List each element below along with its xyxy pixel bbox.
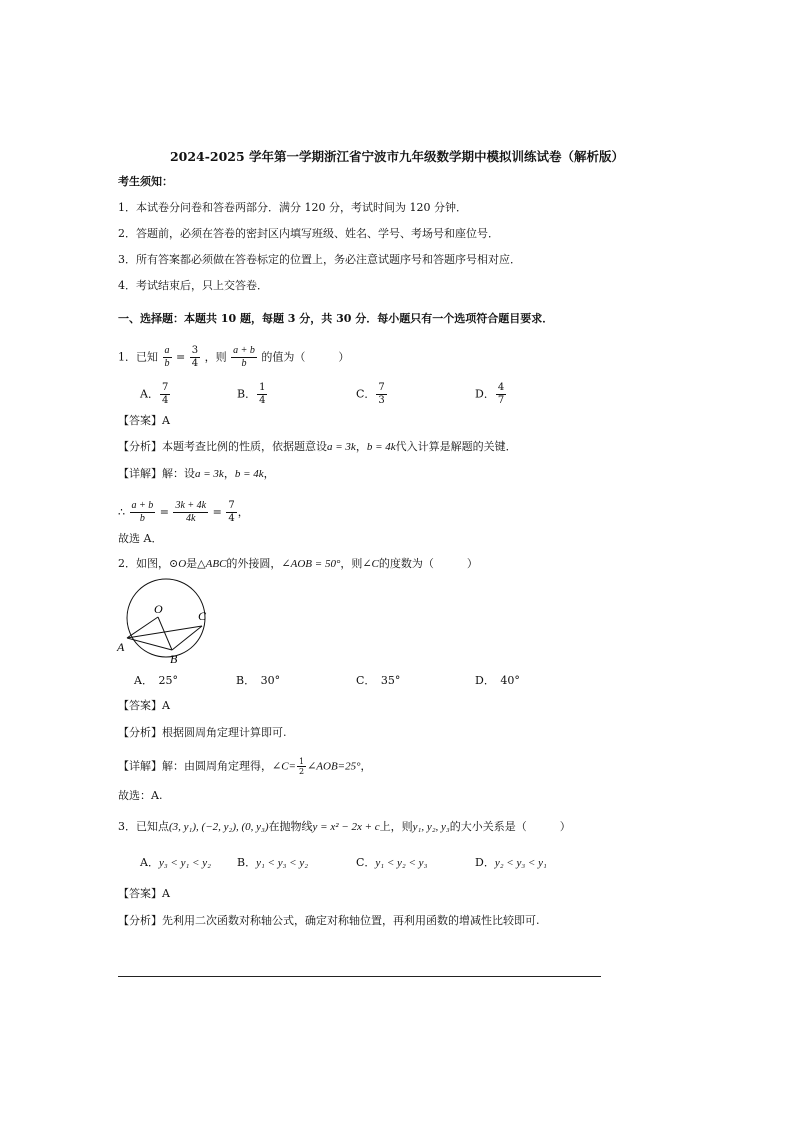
option-b: B．y₁ < y₃ < y₂ [237, 856, 309, 869]
notice-item: 4．考试结束后，只上交答卷． [118, 279, 268, 292]
detail-1: 【详解】解：设a = 3k，b = 4k， [118, 467, 275, 480]
option-a: A．y₃ < y₁ < y₂ [140, 856, 211, 869]
option-c: C．y₁ < y₂ < y₃ [356, 856, 428, 869]
question-3-stem: 3．已知点(3, y₁), (−2, y₂), (0, y₃)在抛物线y = x² − 2x + c上，则y₁, y₂, y₃的大小关系是（ ） [118, 820, 571, 833]
option-d: D． 40° [475, 674, 520, 687]
label-o: O [154, 602, 163, 616]
footer-divider [118, 976, 601, 977]
analysis-1: 【分析】本题考查比例的性质，依据题意设a = 3k，b = 4k代入计算是解题的关键． [118, 440, 517, 453]
option-a: A． 25° [134, 674, 178, 687]
detail-2: 【详解】解：由圆周角定理得，∠C= $\frac{1}{2}$ ∠AOB=25°， [118, 757, 372, 776]
analysis-2: 【分析】根据圆周角定理计算即可. [118, 726, 287, 739]
answer-1: 【答案】A [118, 414, 170, 427]
question-1-stem: 1．已知 $\frac{a}{b}$ = $\frac{3}{4}$ ，则 $\frac{a + b}{b}$ 的值为（ ） [118, 345, 350, 369]
option-d: D．y₂ < y₃ < y₁ [475, 856, 547, 869]
option-c: C． 35° [356, 674, 401, 687]
circle-figure [112, 574, 222, 674]
option-d: D． $\frac{4}{7}$ [475, 382, 505, 406]
option-a: A． $\frac{7}{4}$ [140, 382, 169, 406]
page-title: 2024-2025 学年第一学期浙江省宁波市九年级数学期中模拟训练试卷（解析版） [169, 149, 625, 164]
label-a: A [117, 640, 125, 654]
section-heading: 一、选择题：本题共 10 题，每题 3 分，共 30 分．每小题只有一个选项符合题目要求． [118, 312, 554, 325]
analysis-3: 【分析】先利用二次函数对称轴公式，确定对称轴位置，再利用函数的增减性比较即可. [118, 914, 540, 927]
notice-item: 1．本试卷分问卷和答卷两部分．满分 120 分，考试时间为 120 分钟． [118, 201, 467, 214]
option-b: B． $\frac{1}{4}$ [237, 382, 266, 406]
segment-ob [158, 617, 172, 650]
conclusion-1: 故选 A． [118, 532, 163, 545]
notice-heading: 考生须知： [118, 175, 173, 188]
answer-3: 【答案】A [118, 887, 170, 900]
answer-2: 【答案】A [118, 699, 170, 712]
segment-ab [127, 638, 172, 650]
notice-item: 2．答题前，必须在答卷的密封区内填写班级、姓名、学号、考场号和座位号． [118, 227, 499, 240]
notice-item: 3．所有答案都必须做在答卷标定的位置上，务必注意试题序号和答题序号相对应． [118, 253, 521, 266]
detail-1-calc: ∴ $\frac{a + b}{b}$ = $\frac{3k + 4k}{4k}$ = $\frac{7}{4}$ ， [118, 500, 249, 524]
conclusion-2: 故选：A. [118, 789, 163, 802]
label-b: B [170, 652, 178, 666]
option-c: C． $\frac{7}{3}$ [356, 382, 385, 406]
circumcircle [127, 579, 205, 657]
option-b: B． 30° [236, 674, 281, 687]
segment-ac [127, 626, 202, 638]
label-c: C [198, 609, 207, 623]
segment-oa [127, 617, 158, 638]
question-2-stem: 2．如图，⊙O是△ABC的外接圆，∠AOB = 50°，则∠C的度数为（ ） [118, 557, 478, 570]
